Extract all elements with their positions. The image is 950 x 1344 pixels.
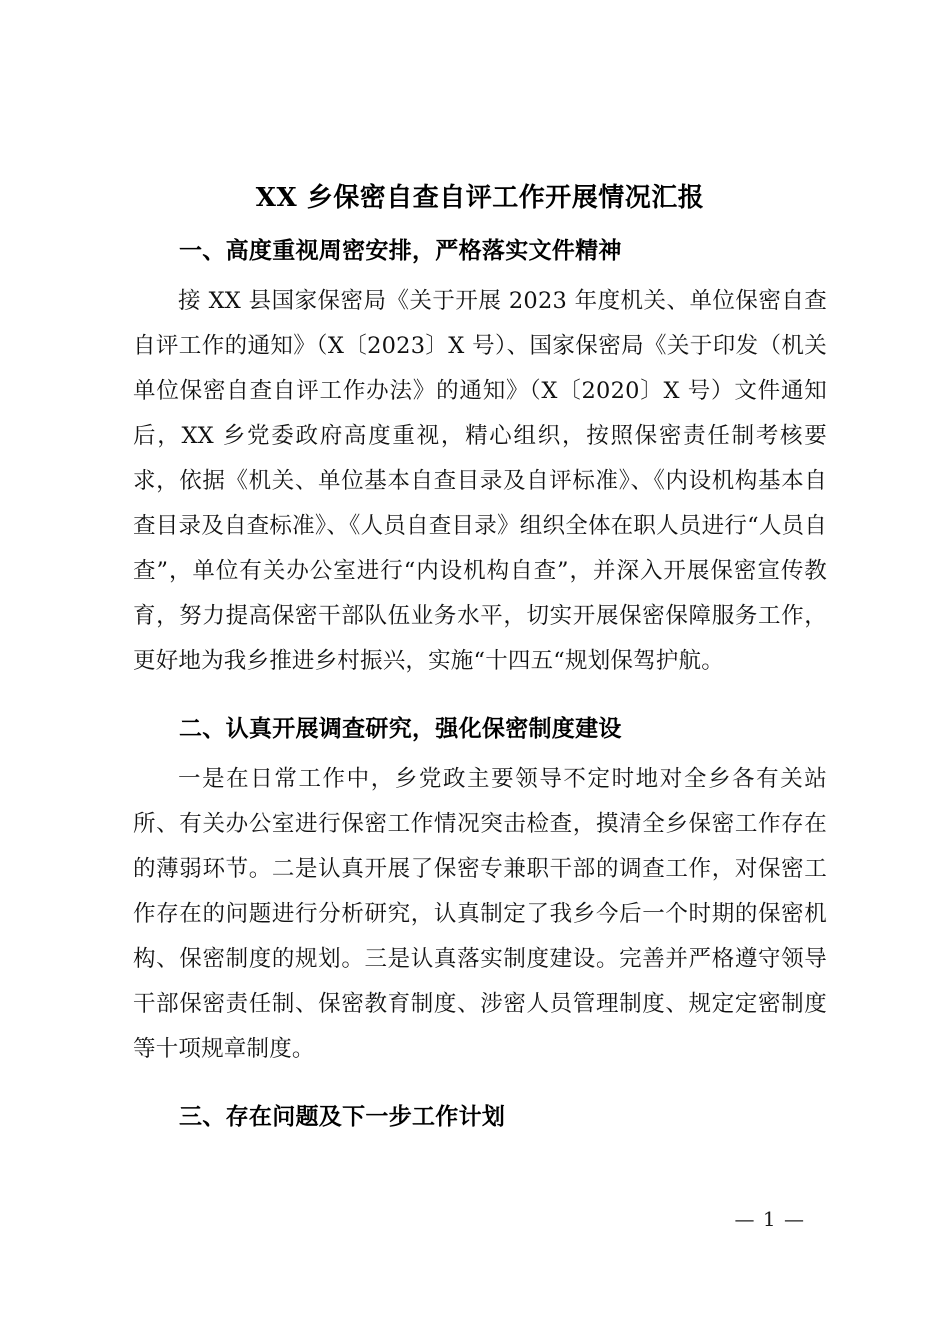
section-heading-1: 一、高度重视周密安排，严格落实文件精神 [179,237,622,263]
section-heading-2: 二、认真开展调查研究，强化保密制度建设 [179,715,622,741]
page-title: XX 乡保密自查自评工作开展情况汇报 [255,183,705,213]
document-body [133,0,827,1139]
section-paragraph-2: 一是在日常工作中，乡党政主要领导不定时地对全乡各有关站所、有关办公室进行保密工作情况突击检查，摸清全乡保密工作存在的薄弱环节。二是认真开展了保密专兼职干部的调查工作，对保密工作存在的问题进行分析研究，认真制定了我乡今后一个时期的保密机构、保密制度的规划。三是认真落实制度建设。完善并严格遵守领导干部保密责任制、保密教育制度、涉密人员管理制度、规定定密制度等十项规章制度。 [133,766,827,1062]
page-number-footer: — 1 — [734,1207,805,1231]
section-paragraph-1: 接 XX 县国家保密局《关于开展 2023 年度机关、单位保密自查自评工作的通知》（X〔2023〕X 号）、国家保密局《关于印发（机关单位保密自查自评工作办法》的通知》（X〔2020〕X 号）文件通知后，XX 乡党委政府高度重视，精心组织，按照保密责任制考核要求，依据《机关、单位基本自查目录及自评标准》、《内设机构基本自查目录及自查标准》、《人员自查目录》组织全体在职人员进行“人员自查”，单位有关办公室进行“内设机构自查”，并深入开展保密宣传教育，努力提高保密干部队伍业务水平，切实开展保密保障服务工作，更好地为我乡推进乡村振兴，实施“十四五“规划保驾护航。 [133,288,827,674]
section-heading-3: 三、存在问题及下一步工作计划 [179,1103,506,1129]
